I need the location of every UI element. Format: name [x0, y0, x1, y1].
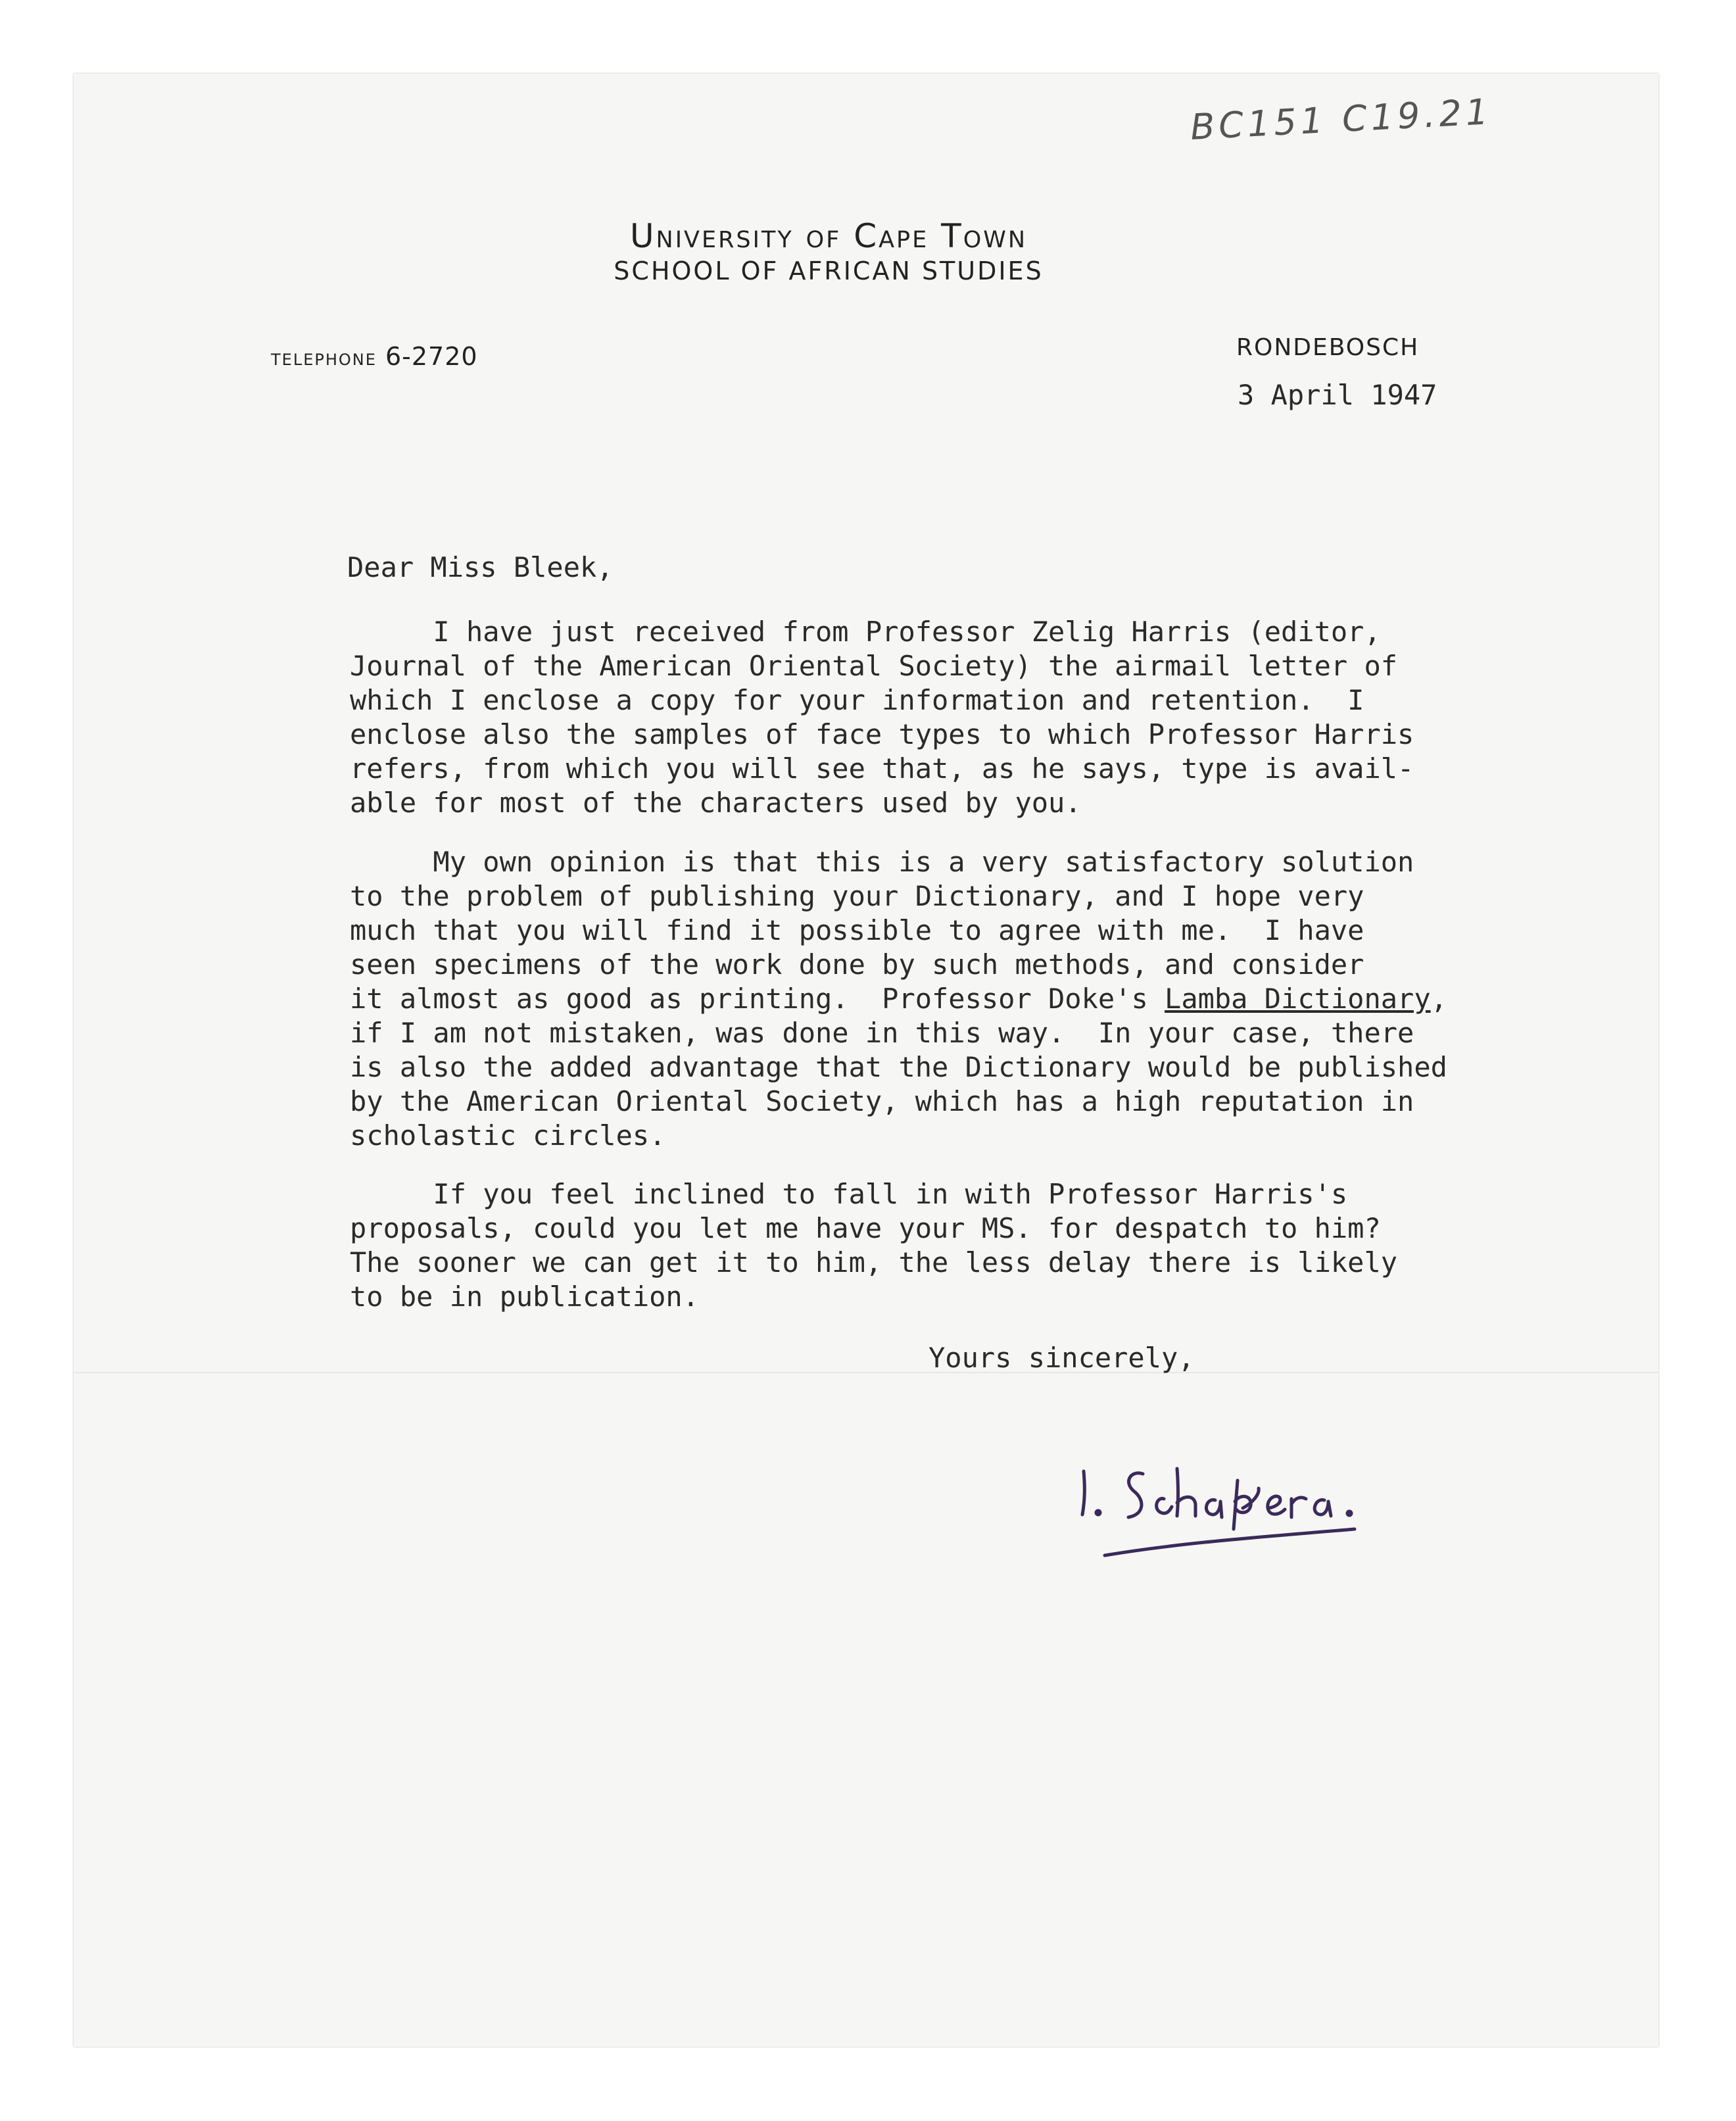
place-name: RONDEBOSCH [1236, 334, 1420, 361]
paragraph-line: seen specimens of the work done by such methods, and consider [350, 948, 1364, 981]
paragraph-line: to the problem of publishing your Dictionary, and I hope very [350, 880, 1364, 912]
paragraph-1 [350, 615, 1665, 820]
paragraph-2 [350, 845, 1665, 1153]
paragraph-line: Journal of the American Oriental Society) the airmail letter of [350, 650, 1398, 682]
paragraph-line: If you feel inclined to fall in with Professor Harris's [350, 1178, 1348, 1210]
paragraph-line: proposals, could you let me have your MS. for despatch to him? [350, 1212, 1381, 1244]
letterhead [0, 217, 1736, 285]
signature-text: I. Schapera. [1065, 1430, 1069, 1431]
line-text: , [1430, 983, 1447, 1015]
school-name: SCHOOL OF AFRICAN STUDIES [614, 256, 1044, 285]
telephone-number: 6-2720 [385, 342, 478, 371]
underlined-book-title: Lamba Dictionary [1165, 983, 1431, 1015]
paragraph-line: if I am not mistaken, was done in this way. In your case, there [350, 1017, 1414, 1049]
paragraph-line: My own opinion is that this is a very satisfactory solution [350, 846, 1414, 878]
paragraph-3 [350, 1177, 1665, 1314]
handwritten-signature [1065, 1430, 1368, 1562]
paragraph-line: able for most of the characters used by you. [350, 787, 1082, 819]
paragraph-line: by the American Oriental Society, which has a high reputation in [350, 1085, 1414, 1117]
paragraph-line: refers, from which you will see that, as he says, type is avail- [350, 752, 1414, 785]
archive-reference: BC151 C19.21 [1189, 91, 1493, 148]
paragraph-line: enclose also the samples of face types to which Professor Harris [350, 718, 1414, 750]
paragraph-line: scholastic circles. [350, 1119, 666, 1152]
telephone-label: TELEPHONE [271, 351, 377, 369]
closing: Yours sincerely, [928, 1342, 1195, 1374]
line-text: it almost as good as printing. Professor Doke's [350, 983, 1165, 1015]
paragraph-line: to be in publication. [350, 1280, 700, 1313]
paragraph-line: which I enclose a copy for your information and retention. I [350, 684, 1364, 716]
telephone [271, 342, 478, 371]
paragraph-line: is also the added advantage that the Dictionary would be published [350, 1051, 1447, 1083]
paragraph-line: The sooner we can get it to him, the less delay there is likely [350, 1246, 1398, 1279]
salutation: Dear Miss Bleek, [347, 551, 614, 583]
paragraph-line: much that you will find it possible to agree with me. I have [350, 914, 1364, 946]
paragraph-line-with-title [350, 982, 1665, 1016]
paper-fold-line [74, 1372, 1658, 1373]
institution-name: University of Cape Town [629, 217, 1028, 255]
paragraph-line: I have just received from Professor Zelig Harris (editor, [350, 616, 1381, 648]
letter-date: 3 April 1947 [1238, 379, 1437, 411]
